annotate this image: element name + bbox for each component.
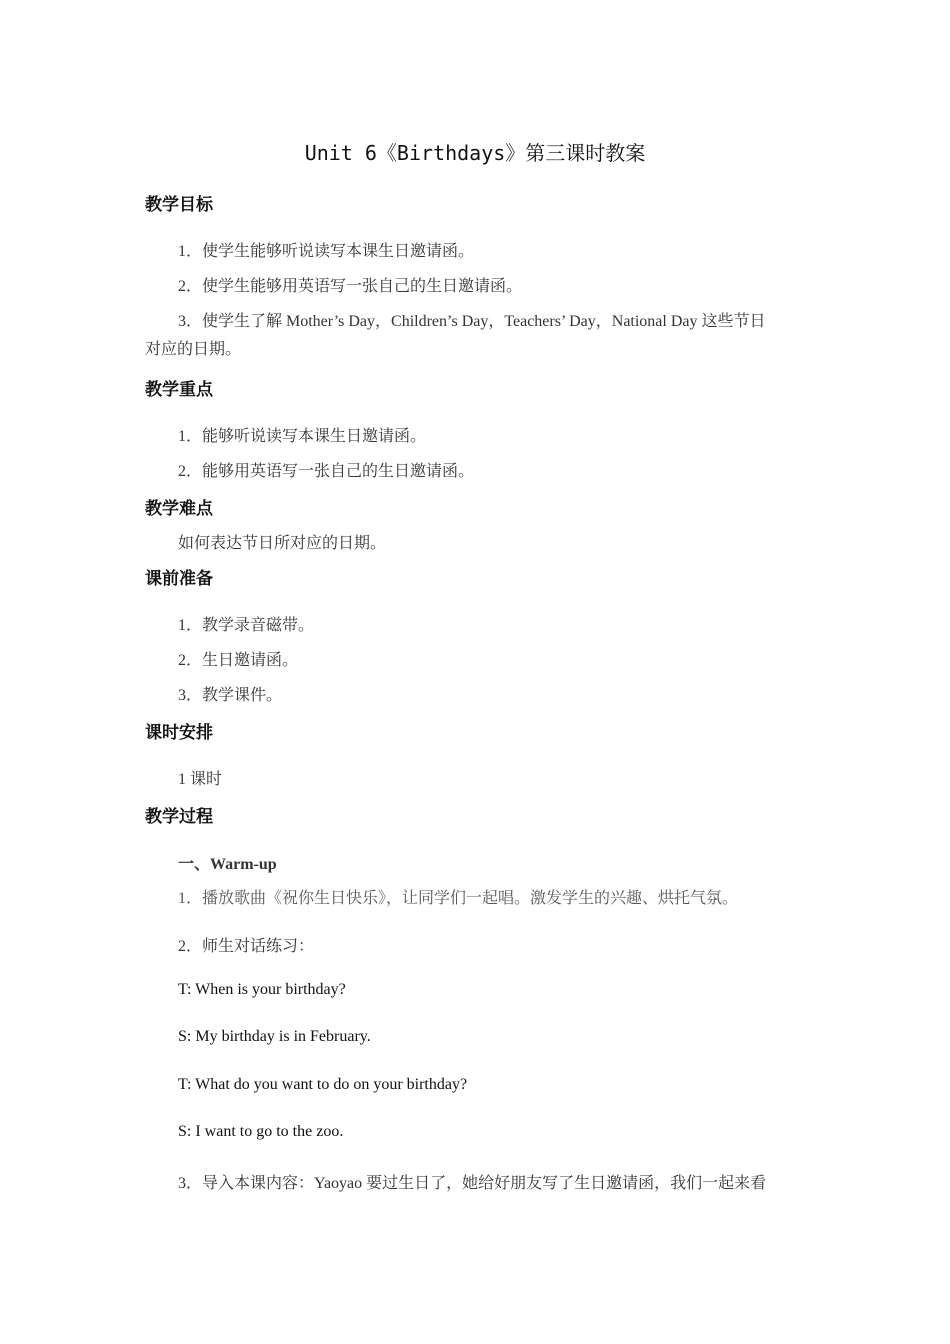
schedule-text: 1 课时 xyxy=(178,771,223,788)
process-step-3: 3．导入本课内容：Yaoyao 要过生日了，她给好朋友写了生日邀请函，我们一起来看 xyxy=(178,1175,767,1192)
difficulty-text: 如何表达节日所对应的日期。 xyxy=(178,535,387,552)
goal-item-3-continued: 对应的日期。 xyxy=(145,341,242,358)
heading-schedule: 课时安排 xyxy=(145,723,213,743)
preparation-item-3: 3．教学课件。 xyxy=(178,687,283,704)
heading-difficulty: 教学难点 xyxy=(145,499,213,519)
dialogue-line-1: T: When is your birthday? xyxy=(178,981,346,998)
process-step-1: 1．播放歌曲《祝你生日快乐》，让同学们一起唱。激发学生的兴趣、烘托气氛。 xyxy=(178,890,739,907)
keypoint-item-2: 2．能够用英语写一张自己的生日邀请函。 xyxy=(178,463,475,480)
heading-process: 教学过程 xyxy=(145,807,213,827)
heading-preparation: 课前准备 xyxy=(145,569,213,589)
dialogue-line-4: S: I want to go to the zoo. xyxy=(178,1123,344,1140)
process-step-2: 2．师生对话练习： xyxy=(178,938,315,955)
goal-item-3: 3．使学生了解 Mother’s Day，Children’s Day，Teachers’ Day，National Day 这些节日 xyxy=(178,313,766,330)
goal-item-2: 2．使学生能够用英语写一张自己的生日邀请函。 xyxy=(178,278,523,295)
document-title: Unit 6《Birthdays》第三课时教案 xyxy=(304,141,646,165)
keypoint-item-1: 1．能够听说读写本课生日邀请函。 xyxy=(178,428,427,445)
dialogue-line-2: S: My birthday is in February. xyxy=(178,1028,371,1045)
dialogue-line-3: T: What do you want to do on your birthday? xyxy=(178,1076,468,1093)
preparation-item-1: 1．教学录音磁带。 xyxy=(178,617,315,634)
process-subheading-warmup: 一、Warm-up xyxy=(178,856,277,873)
heading-goals: 教学目标 xyxy=(145,195,213,215)
preparation-item-2: 2．生日邀请函。 xyxy=(178,652,299,669)
heading-keypoints: 教学重点 xyxy=(145,380,213,400)
goal-item-1: 1．使学生能够听说读写本课生日邀请函。 xyxy=(178,243,475,260)
